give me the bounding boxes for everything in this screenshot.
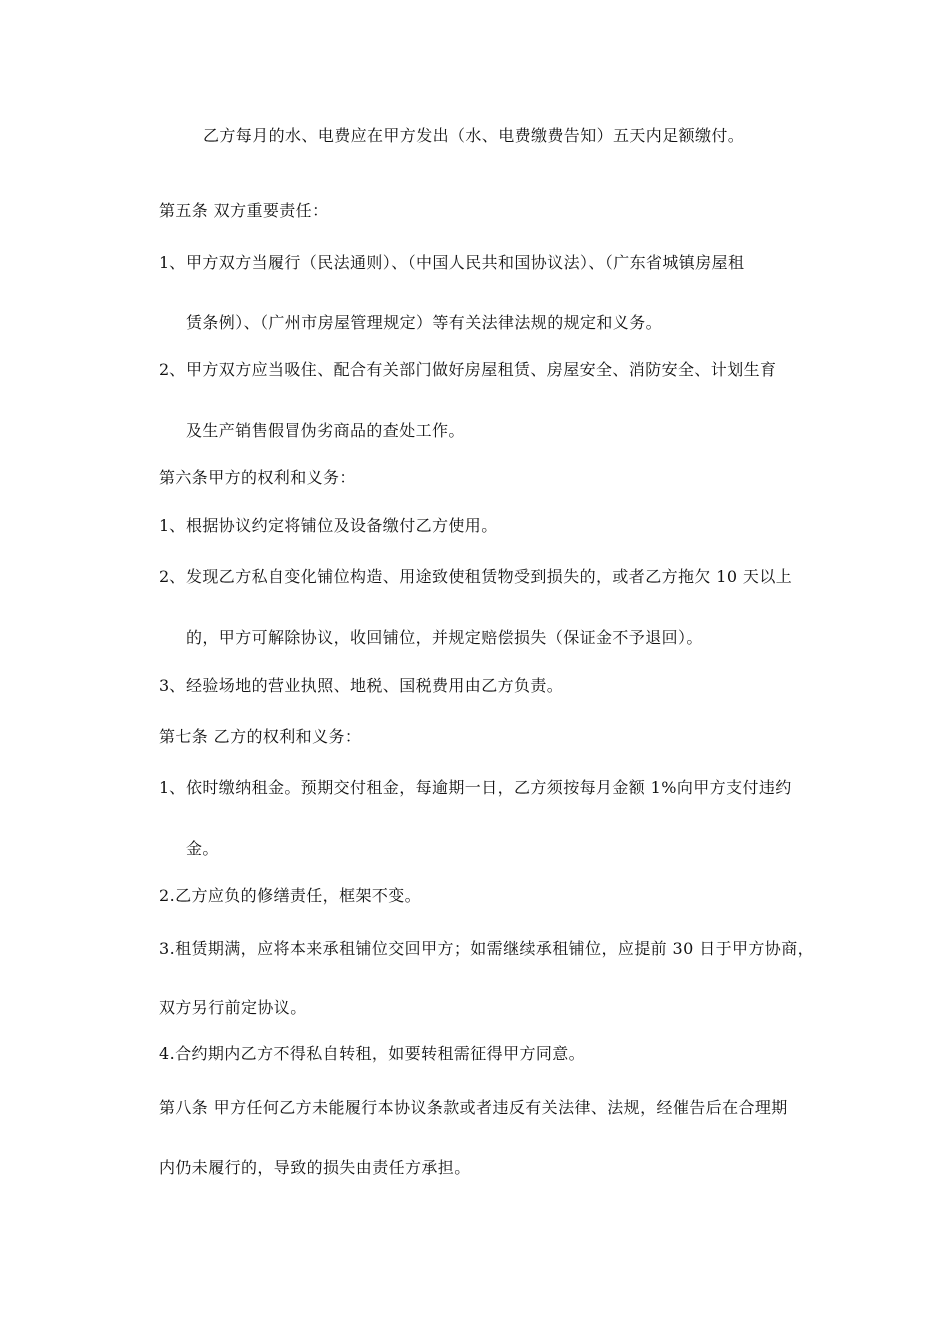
list-item-text: 甲方双方当履行（民法通则）、（中国人民共和国协议法）、（广东省城镇房屋租 <box>186 253 745 272</box>
article-8-continuation: 内仍未履行的，导致的损失由责任方承担。 <box>159 1158 471 1177</box>
paragraph-utilities: 乙方每月的水、电费应在甲方发出（水、电费缴费告知）五天内足额缴付。 <box>203 126 745 145</box>
list-item-continuation: 的，甲方可解除协议，收回铺位，并规定赔偿损失（保证金不予退回）。 <box>186 628 703 647</box>
list-item-text: 经验场地的营业执照、地税、国税费用由乙方负责。 <box>186 676 564 695</box>
list-number: 1、 <box>159 516 186 535</box>
list-number: 1、 <box>159 253 186 272</box>
list-number: 2、 <box>159 360 186 379</box>
clause-7-3: 3.租赁期满，应将本来承租铺位交回甲方；如需继续承租铺位，应提前 30 日于甲方协商， <box>159 939 814 958</box>
list-number: 1、 <box>159 778 186 797</box>
list-number: 2、 <box>159 567 186 586</box>
list-number: 3、 <box>159 676 186 695</box>
clause-7-2: 2.乙方应负的修缮责任，框架不变。 <box>159 886 422 905</box>
list-item-continuation: 及生产销售假冒伪劣商品的查处工作。 <box>186 421 465 440</box>
list-item-text: 依时缴纳租金。预期交付租金，每逾期一日，乙方须按每月金额 1%向甲方支付违约 <box>186 778 792 797</box>
article-6-heading: 第六条甲方的权利和义务： <box>159 468 356 487</box>
clause-7-4: 4.合约期内乙方不得私自转租，如要转租需征得甲方同意。 <box>159 1044 586 1063</box>
list-item-continuation: 赁条例）、（广州市房屋管理规定）等有关法律法规的规定和义务。 <box>186 313 663 332</box>
list-item-text: 根据协议约定将铺位及设备缴付乙方使用。 <box>186 516 498 535</box>
list-item-text: 发现乙方私自变化铺位构造、用途致使租赁物受到损失的，或者乙方拖欠 10 天以上 <box>186 567 793 586</box>
article-5-heading: 第五条 双方重要责任： <box>159 201 329 220</box>
article-8-text: 第八条 甲方任何乙方未能履行本协议条款或者违反有关法律、法规，经催告后在合理期 <box>159 1098 788 1117</box>
clause-7-3-continuation: 双方另行前定协议。 <box>159 998 307 1017</box>
list-item-text: 甲方双方应当吸住、配合有关部门做好房屋租赁、房屋安全、消防安全、计划生育 <box>186 360 777 379</box>
list-item-continuation: 金。 <box>186 839 219 858</box>
article-7-heading: 第七条 乙方的权利和义务： <box>159 727 362 746</box>
